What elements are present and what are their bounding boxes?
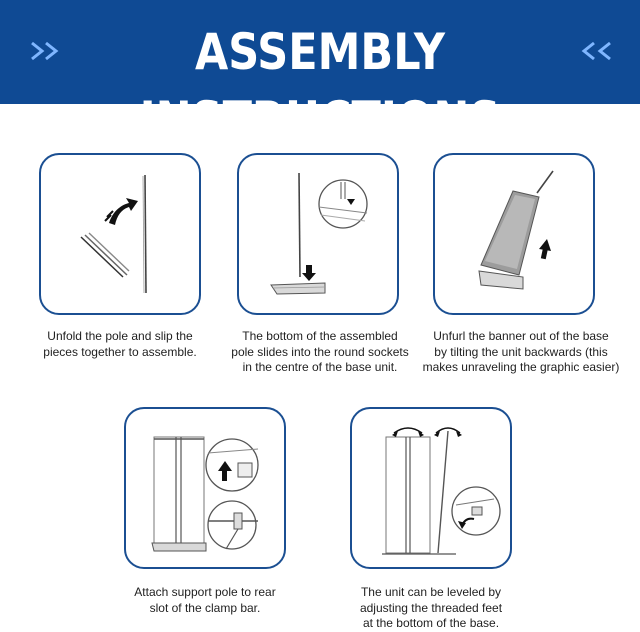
page-title: ASSEMBLY INSTRUCTIONS: [139, 23, 501, 149]
step-caption-1: Unfold the pole and slip the pieces together to assemble.: [43, 329, 197, 359]
step-caption-3: Unfurl the banner out of the base by tilting the unit backwards (this makes unraveling the graphic easier): [422, 329, 620, 374]
support-pole-clamp-bar-illustration: [126, 409, 288, 571]
step-card-5: [350, 407, 512, 569]
header-banner: [0, 0, 640, 149]
step-card-1: [39, 153, 201, 315]
leveling-threaded-feet-illustration: [352, 409, 514, 571]
step-caption-5: The unit can be leveled by adjusting the threaded feet at the bottom of the base.: [359, 585, 503, 630]
chevron-left-icon: [578, 40, 614, 62]
step-card-2: [237, 153, 399, 315]
step-card-4: [124, 407, 286, 569]
step-caption-4: Attach support pole to rear slot of the clamp bar.: [134, 585, 276, 615]
step-caption-2: The bottom of the assembled pole slides into the round sockets in the centre of the base unit.: [231, 329, 409, 374]
tilted-banner-unfurling-illustration: [435, 155, 597, 317]
folding-pole-pieces-illustration: [41, 155, 203, 317]
pole-into-base-socket-illustration: [239, 155, 401, 317]
step-card-3: [433, 153, 595, 315]
